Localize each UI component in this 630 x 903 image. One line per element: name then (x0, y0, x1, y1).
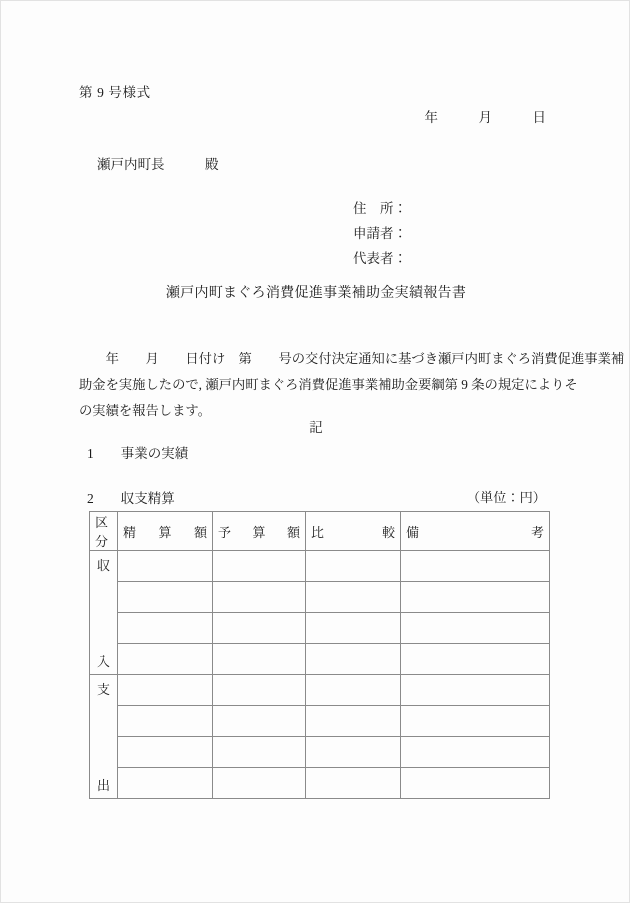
cell-hikaku[interactable] (306, 706, 401, 737)
cell-yosangaku[interactable] (213, 613, 306, 644)
settlement-table (89, 511, 550, 799)
section-2-heading: 2 収支精算 (87, 491, 175, 506)
addressee: 瀬戸内町長 殿 (97, 157, 219, 172)
header-kubun-label: 区分 (95, 515, 109, 549)
header-yosangaku (213, 512, 306, 551)
cell-biko[interactable] (401, 675, 550, 706)
cell-seisangaku[interactable] (118, 706, 213, 737)
representative-field-label: 代表者： (353, 251, 407, 266)
kubun-cell-expenditure (90, 675, 118, 799)
cell-yosangaku[interactable] (213, 551, 306, 582)
document-title: 瀬戸内町まぐろ消費促進事業補助金実績報告書 (165, 286, 467, 301)
table-header-row (90, 512, 550, 551)
form-number: 第 9 号様式 (79, 85, 151, 100)
applicant-info-block (353, 196, 407, 271)
table-body (90, 551, 550, 799)
header-yosangaku-label: 予算額 (218, 524, 300, 540)
cell-yosangaku[interactable] (213, 737, 306, 768)
date-line: 年 月 日 (424, 110, 546, 125)
section-1-heading: 1 事業の実績 (87, 446, 189, 461)
kubun-expenditure-top-char: 支 (96, 682, 110, 697)
body-paragraph (79, 346, 625, 424)
header-seisangaku (118, 512, 213, 551)
table-row (90, 768, 550, 799)
cell-seisangaku[interactable] (118, 768, 213, 799)
cell-biko[interactable] (401, 613, 550, 644)
cell-seisangaku[interactable] (118, 613, 213, 644)
header-kubun (90, 512, 118, 551)
header-hikaku-label: 比較 (311, 524, 395, 540)
table-row (90, 582, 550, 613)
kubun-income-top-char: 収 (96, 558, 110, 573)
cell-hikaku[interactable] (306, 768, 401, 799)
cell-hikaku[interactable] (306, 737, 401, 768)
cell-biko[interactable] (401, 644, 550, 675)
kubun-expenditure-bottom-char: 出 (96, 778, 110, 793)
unit-note: （単位：円） (466, 490, 546, 505)
body-line-2: 助金を実施したので, 瀬戸内町まぐろ消費促進事業補助金要綱第 9 条の規定によりそ (79, 377, 578, 392)
cell-biko[interactable] (401, 706, 550, 737)
header-biko-label: 備考 (406, 524, 544, 540)
cell-seisangaku[interactable] (118, 644, 213, 675)
table-row (90, 644, 550, 675)
cell-biko[interactable] (401, 737, 550, 768)
cell-yosangaku[interactable] (213, 582, 306, 613)
cell-yosangaku[interactable] (213, 644, 306, 675)
cell-hikaku[interactable] (306, 551, 401, 582)
cell-hikaku[interactable] (306, 644, 401, 675)
table-row (90, 706, 550, 737)
cell-biko[interactable] (401, 551, 550, 582)
cell-seisangaku[interactable] (118, 551, 213, 582)
header-hikaku (306, 512, 401, 551)
applicant-field-label: 申請者： (353, 226, 407, 241)
table-row (90, 613, 550, 644)
kubun-income-bottom-char: 入 (96, 654, 110, 669)
header-biko (401, 512, 550, 551)
cell-yosangaku[interactable] (213, 768, 306, 799)
table-row (90, 737, 550, 768)
table-row (90, 551, 550, 582)
cell-biko[interactable] (401, 582, 550, 613)
cell-hikaku[interactable] (306, 675, 401, 706)
address-field-label: 住 所： (353, 201, 407, 216)
cell-seisangaku[interactable] (118, 582, 213, 613)
ki-mark: 記 (309, 420, 323, 435)
table-row (90, 675, 550, 706)
cell-yosangaku[interactable] (213, 706, 306, 737)
cell-hikaku[interactable] (306, 582, 401, 613)
body-line-1: 年 月 日付け 第 号の交付決定通知に基づき瀬戸内町まぐろ消費促進事業補 (79, 351, 625, 366)
cell-yosangaku[interactable] (213, 675, 306, 706)
kubun-cell-income (90, 551, 118, 675)
body-line-3: の実績を報告します。 (79, 403, 211, 418)
cell-seisangaku[interactable] (118, 737, 213, 768)
cell-seisangaku[interactable] (118, 675, 213, 706)
cell-biko[interactable] (401, 768, 550, 799)
cell-hikaku[interactable] (306, 613, 401, 644)
header-seisangaku-label: 精算額 (123, 524, 207, 540)
